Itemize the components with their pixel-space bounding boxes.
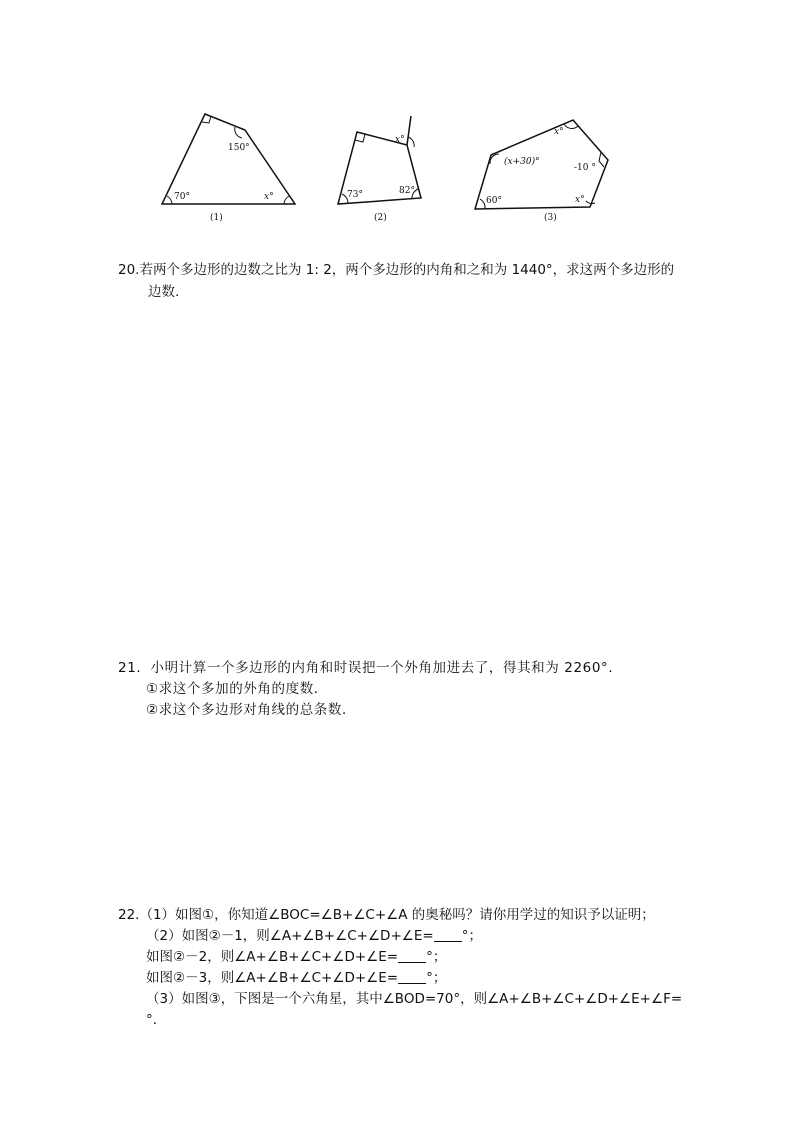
fig3-label-minus10: -10 ° (574, 163, 596, 173)
question-22 (118, 905, 682, 1030)
polygon-figures (150, 100, 630, 230)
fig3-label-x-top: x° (554, 127, 564, 137)
fig1-label-x: x° (264, 192, 274, 202)
q22-line4-text: 如图②－3，则∠A+∠B+∠C+∠D+∠E= (146, 970, 399, 986)
fig1-label-70: 70° (174, 192, 190, 202)
q20-line2: 边数. (148, 284, 180, 300)
fig2-label-73: 73° (347, 190, 363, 200)
q22-line2-text: （2）如图②－1，则∠A+∠B+∠C+∠D+∠E= (146, 928, 434, 944)
fig3-caption: (3) (544, 213, 557, 223)
q22-blank-2[interactable] (398, 948, 426, 963)
figure-1 (162, 114, 295, 223)
q21-line3: ②求这个多边形对角线的总条数． (146, 702, 357, 718)
question-21 (118, 658, 622, 720)
fig2-label-82: 82° (399, 186, 415, 196)
q22-line4-end: °； (426, 970, 447, 986)
q22-line5: （3）如图③，下图是一个六角星，其中∠BOD=70°，则∠A+∠B+∠C+∠D+∠E+∠F= (146, 991, 683, 1007)
q21-line1: 21．小明计算一个多边形的内角和时误把一个外角加进去了，得其和为 2260°． (118, 660, 623, 676)
fig1-label-150: 150° (228, 143, 250, 153)
q22-line3 (118, 947, 682, 967)
fig3-label-60: 60° (486, 196, 502, 206)
figure-2 (338, 116, 421, 223)
q22-blank-1[interactable] (434, 927, 462, 942)
q22-line6: °． (146, 1012, 167, 1028)
fig3-label-x30: (x+30)° (504, 157, 540, 167)
q22-line3-end: °； (426, 949, 447, 965)
q22-blank-3[interactable] (398, 969, 426, 984)
fig1-caption: (1) (210, 213, 223, 223)
q20-line1: 20.若两个多边形的边数之比为 1: 2，两个多边形的内角和之和为 1440°，求这两个多边形的 (118, 262, 675, 278)
fig2-label-x: x° (395, 135, 405, 145)
q22-line2 (118, 926, 682, 946)
q22-line3-text: 如图②－2，则∠A+∠B+∠C+∠D+∠E= (146, 949, 399, 965)
question-20 (118, 260, 674, 302)
fig2-caption: (2) (374, 213, 387, 223)
figure-3 (475, 120, 608, 223)
q22-line4 (118, 968, 682, 988)
fig3-label-x-bottom: x° (575, 195, 585, 205)
q21-line2: ①求这个多加的外角的度数． (146, 681, 328, 697)
q22-line2-end: °； (461, 928, 482, 944)
figure-svg (150, 100, 630, 230)
q22-line1: 22.（1）如图①，你知道∠BOC=∠B+∠C+∠A 的奥秘吗？请你用学过的知识予以证明； (118, 907, 655, 923)
